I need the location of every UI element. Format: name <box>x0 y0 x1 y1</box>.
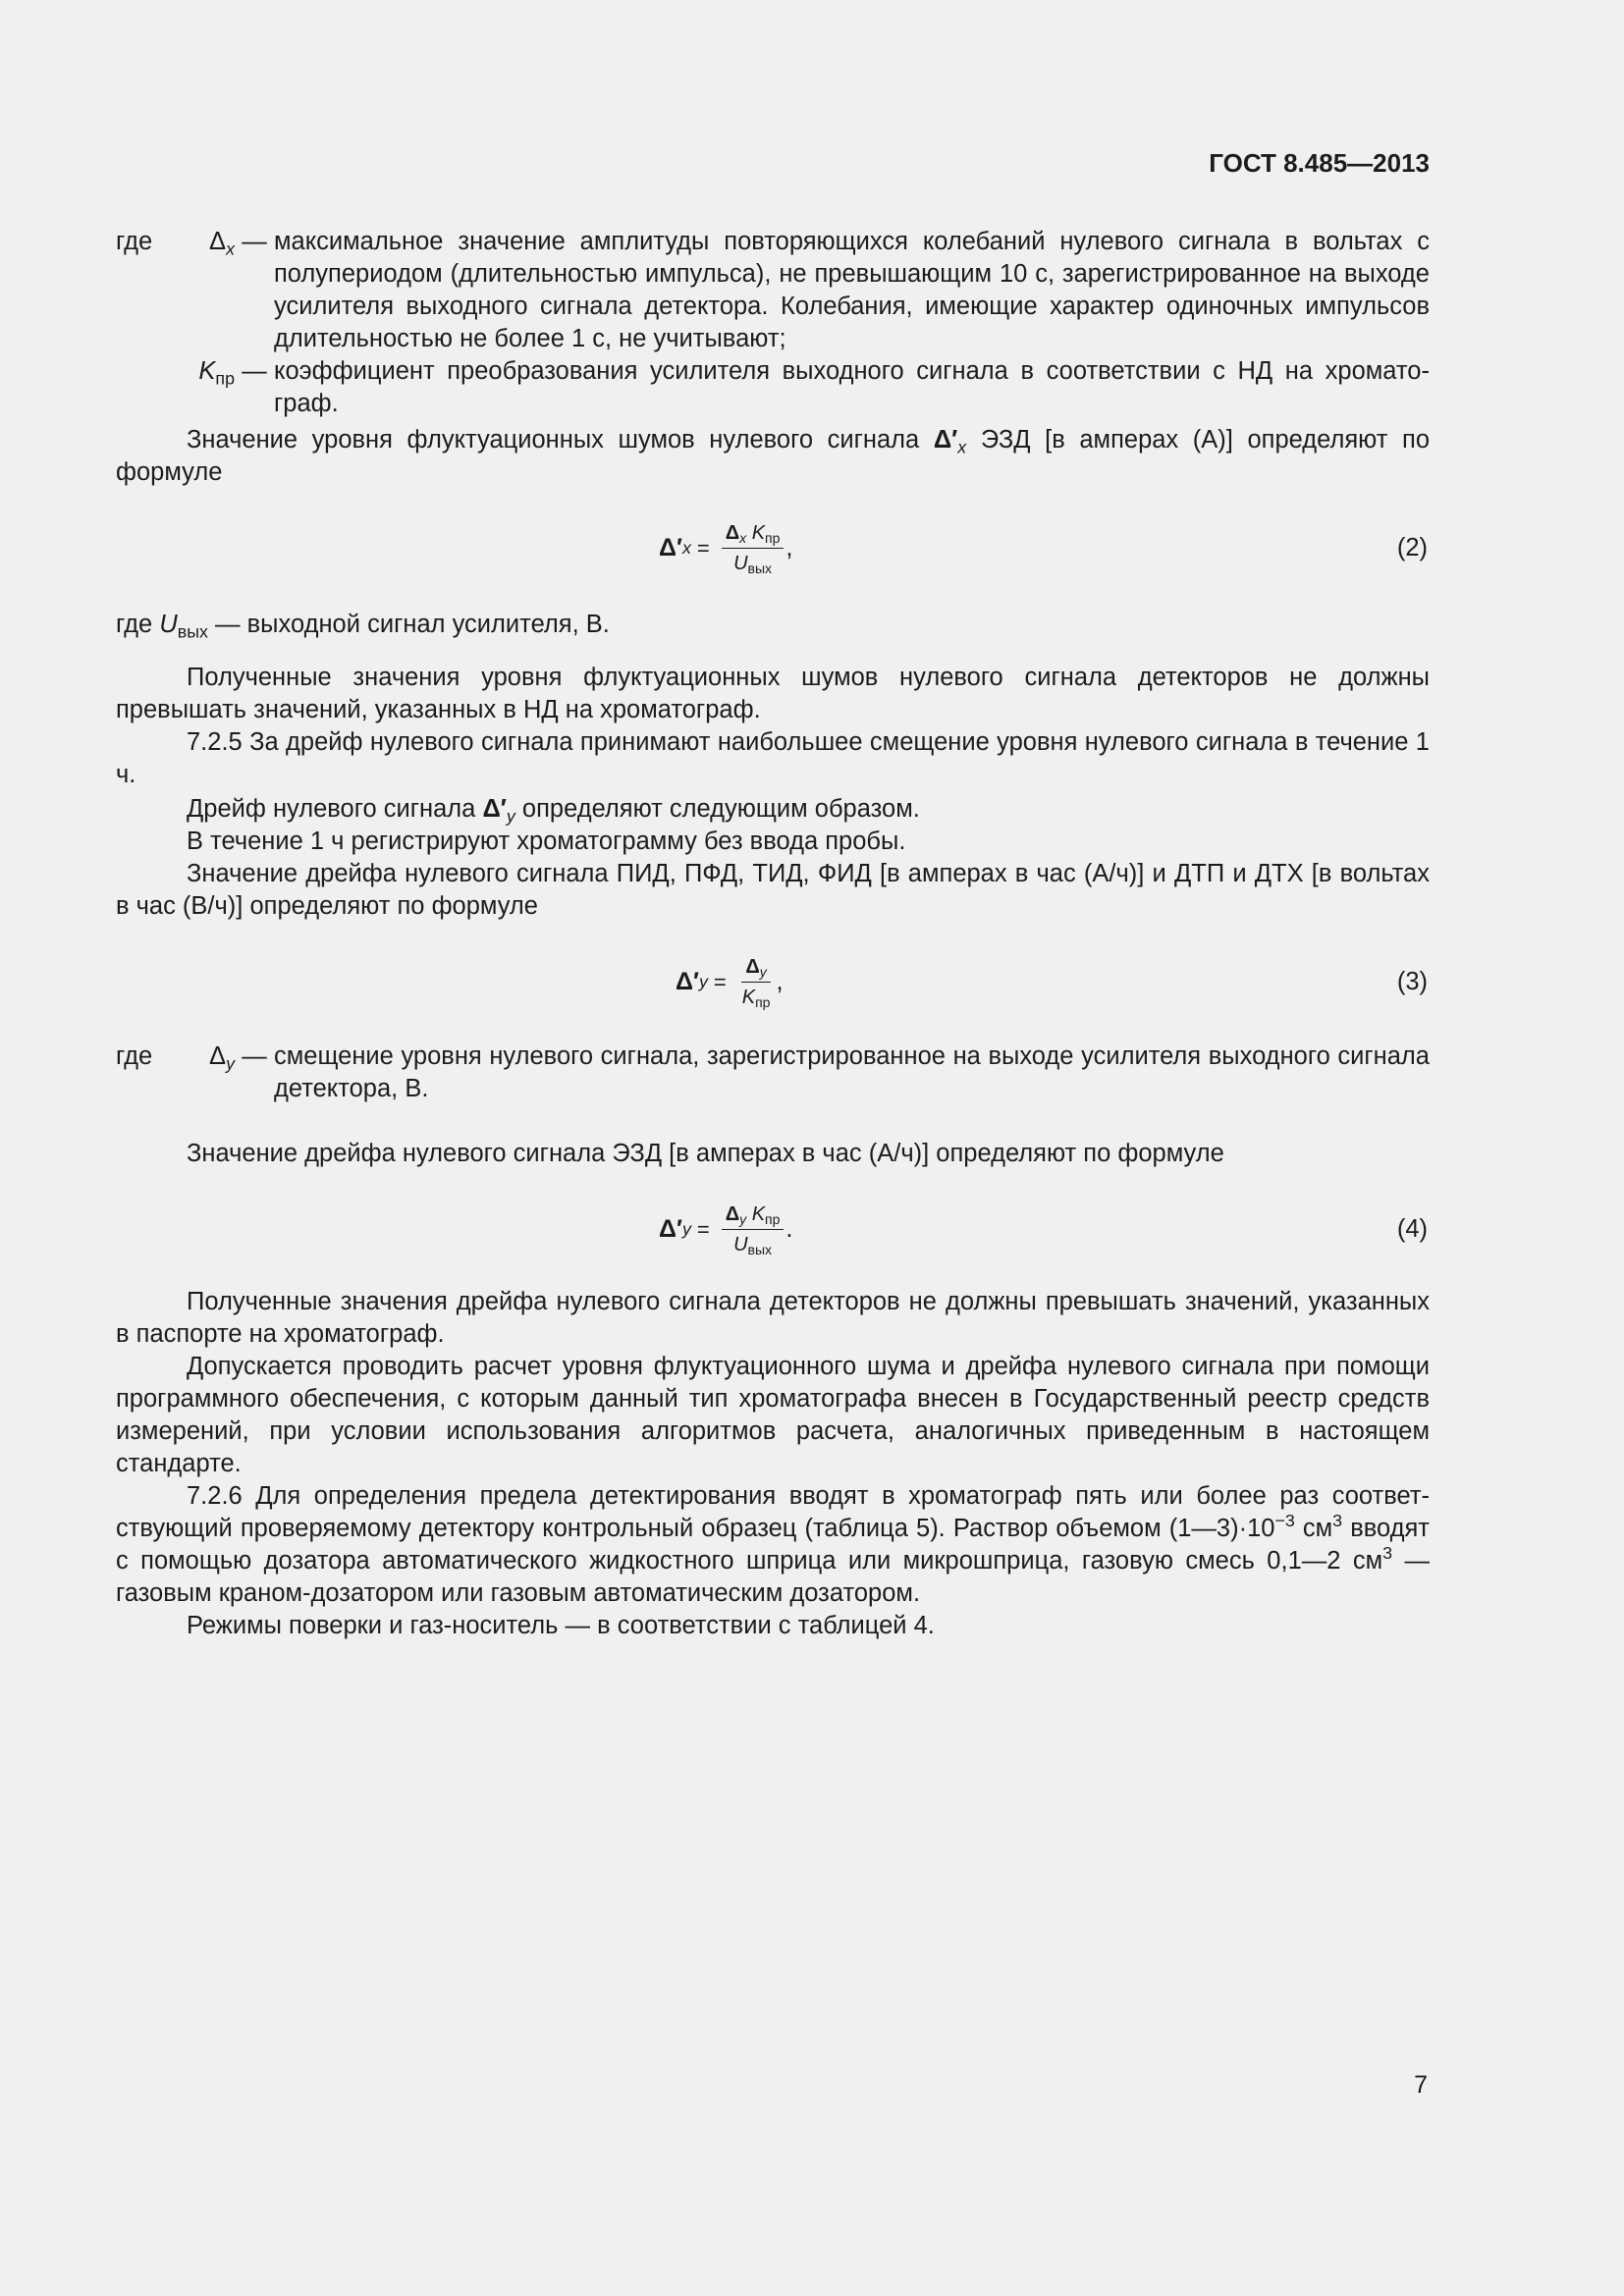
definition-delta-y <box>116 1041 1430 1105</box>
paragraph-drift: Дрейф нулевого сигнала $\Delta'_y$ определяют следующим образом. <box>187 795 920 827</box>
definitions-list-2 <box>116 1041 1430 1105</box>
formula-4: Δ′ y = $\frac{\Delta_y K_{пр}}{U_{вых}}$ . (4) <box>659 1202 1428 1257</box>
formula-fraction <box>738 956 775 1008</box>
paragraph-7-2-5: 7.2.5 За дрейф нулевого сигнала принимают наибольшее смещение уровня нулевого сигнала в течение 1 ч. <box>116 728 1430 788</box>
definition-dash: — <box>242 357 267 385</box>
where-label: где <box>116 228 153 255</box>
equals-sign: = <box>696 535 710 561</box>
paragraph-noise-limit: Полученные значения уровня флуктуационных шумов нулевого сигнала детекторов не должны превышать значений, указанных в НД на хроматограф. <box>116 664 1430 723</box>
formula-lhs: Δ′ <box>659 1214 682 1243</box>
paragraph-software: Допускается проводить расчет уровня флуктуационного шума и дрейфа нулевого сигнала при помощи программного обеспечения, с которым данный тип хроматографа внесен в Государственный реестр средств измерений, при условии использования алгоритмов расчета, аналогичных приведенным в настоящем стандарте. <box>116 1353 1430 1477</box>
fraction-numerator: $\Delta_x$ $K_{пр}$ <box>722 522 785 549</box>
formula-lhs: Δ′ <box>676 967 699 995</box>
formula-number: (2) <box>1396 534 1428 561</box>
page-content <box>116 226 1430 1642</box>
formula-number: (3) <box>1396 968 1428 995</box>
definition-symbol: $\Delta_y$ <box>209 1042 235 1074</box>
fraction-numerator: $\Delta_y$ $K_{пр}$ <box>722 1203 785 1230</box>
page-number: 7 <box>1414 2071 1428 2099</box>
definition-text: максимальное значение амплитуды повторяющихся колебаний нулевого сигнала в вольтах с полупериодом (длительностью импульса), не превышающим 10 с, зарегистрированное на выходе усилителя выходного сигнала детектора. Колебания, имеющие характер одиночных импульсов длительностью не более 1 с, не учитывают; <box>274 228 1430 352</box>
definition-dash: — <box>242 1042 267 1070</box>
formula-fraction <box>722 522 785 574</box>
paragraph-drift-value: Значение дрейфа нулевого сигнала ПИД, ПФД, ТИД, ФИД [в амперах в час (А/ч)] и ДТП и ДТХ [в вольтах в час (В/ч)] определяют по формуле <box>116 860 1430 920</box>
formula-lhs: Δ′ <box>659 533 682 561</box>
definition-dash: — <box>242 228 267 255</box>
definition-delta-x <box>116 226 1430 355</box>
paragraph-1h: В течение 1 ч регистрируют хроматограмму без ввода пробы. <box>187 828 906 855</box>
definition-u-vyh: где $U_{вых}$ — выходной сигнал усилителя, В. <box>116 611 610 642</box>
equals-sign: = <box>696 1216 710 1242</box>
formula-fraction <box>722 1203 785 1255</box>
definition-symbol: $\Delta_x$ <box>209 228 235 259</box>
definition-text: смещение уровня нулевого сигнала, зарегистрированное на выходе усилителя выходного сигнала детектора, В. <box>274 1042 1430 1102</box>
paragraph-7-2-6: 7.2.6 Для определения предела детектирования вводят в хроматограф пять или более раз соответствующий проверяемому детектору контрольный образец (таблица 5). Раствор объемом $(1—3)\cdot 10^{-3}$ $см^3$ вводят с помощью дозатора автоматического жидкостного шприца или микрошприца, газовую смесь 0,1—2 $см^3$ — газовым краном-дозатором или газовым автоматическим дозатором. <box>116 1482 1430 1607</box>
where-label: где <box>116 1042 153 1070</box>
document-number-header: ГОСТ 8.485—2013 <box>1209 148 1430 178</box>
formula-2: Δ′ x = $\frac{\Delta_x K_{пр}}{U_{вых}}$ , (2) <box>659 521 1428 576</box>
definition-symbol: $K_{пр}$ <box>198 357 235 389</box>
fraction-numerator: $\Delta_y$ <box>741 956 770 983</box>
formula-number: (4) <box>1396 1215 1428 1243</box>
definition-text: коэффициент преобразования усилителя выходного сигнала в соответствии с НД на хроматограф. <box>274 357 1430 417</box>
definition-k-pr <box>116 355 1430 420</box>
paragraph-modes: Режимы поверки и газ-носитель — в соответствии с таблицей 4. <box>187 1612 935 1639</box>
paragraph-drift-limit: Полученные значения дрейфа нулевого сигнала детекторов не должны превышать значений, указанных в паспорте на хроматограф. <box>116 1288 1430 1348</box>
definitions-list-1 <box>116 226 1430 420</box>
fraction-denominator: $K_{пр}$ <box>741 986 771 1010</box>
fraction-denominator: $U_{вых}$ <box>733 552 773 576</box>
formula-3: Δ′ y = $\frac{\Delta_y}{K_{пр}}$ , (3) <box>676 955 1428 1010</box>
equals-sign: = <box>713 969 727 994</box>
paragraph-noise-ezd: Значение уровня флуктуационных шумов нулевого сигнала $\Delta'_x$ ЭЗД [в амперах (А)] определяют по формуле <box>116 426 1430 486</box>
fraction-denominator: $U_{вых}$ <box>733 1233 773 1257</box>
paragraph-drift-ezd: Значение дрейфа нулевого сигнала ЭЗД [в амперах в час (А/ч)] определяют по формуле <box>187 1140 1224 1167</box>
